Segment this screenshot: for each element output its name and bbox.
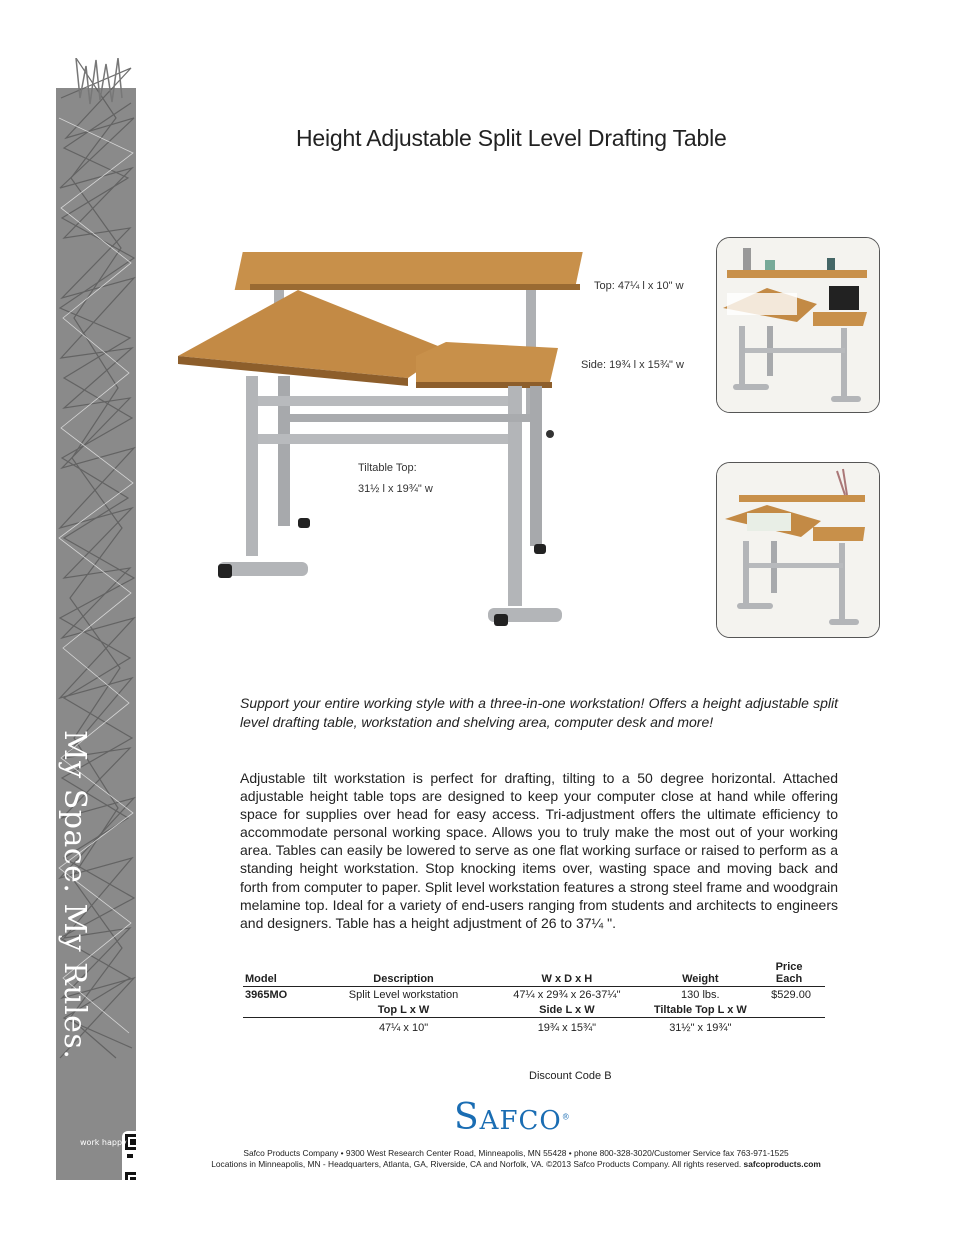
- col-weight-header: Weight: [644, 960, 758, 987]
- cell-wdh: 47¼ x 29¾ x 26-37¼": [513, 989, 621, 1001]
- cell-price: $529.00: [771, 989, 811, 1001]
- price-header-line2: Each: [775, 973, 803, 985]
- col-price-header: [757, 960, 825, 987]
- slogan-text: My Space. My Rules.: [57, 730, 92, 1060]
- specs-table: [243, 960, 825, 1036]
- safco-logo[interactable]: [454, 1097, 571, 1138]
- logo-rest: AFCO: [479, 1106, 562, 1136]
- footer-locations: [176, 1159, 856, 1170]
- page-title: Height Adjustable Split Level Drafting Table: [296, 125, 727, 151]
- footer: [176, 1148, 856, 1170]
- logo-initial: S: [454, 1097, 480, 1138]
- col-description-header: Description: [317, 960, 490, 987]
- col-tiltable-header: Tiltable Top L x W: [644, 1003, 758, 1018]
- product-photo-1: [716, 237, 880, 413]
- cell-description: Split Level workstation: [348, 989, 459, 1001]
- cell-weight: 130 lbs.: [681, 989, 720, 1001]
- col-top-header: Top L x W: [317, 1003, 490, 1018]
- table-row: [243, 1018, 825, 1037]
- workstation-photo-2: [717, 463, 879, 637]
- discount-code: Discount Code B: [529, 1070, 612, 1082]
- dimensions-header-row: [243, 1003, 825, 1018]
- tiltable-label-line2: 31½ l x 19¾" w: [358, 483, 433, 495]
- col-wdh-header: W x D x H: [490, 960, 643, 987]
- product-photo-2: [716, 462, 880, 638]
- workstation-photo-1: [717, 238, 879, 412]
- col-side-header: Side L x W: [490, 1003, 643, 1018]
- footer-locations-text: Locations in Minneapolis, MN - Headquarters, Atlanta, GA, Riverside, CA and Norfolk, VA. ©2013 Safco Products Company. All rights reserved.: [211, 1159, 742, 1169]
- cell-model: 3965MO: [245, 989, 288, 1001]
- cell-side: 19¾ x 15¾": [537, 1022, 597, 1034]
- tiltable-label-line1: Tiltable Top:: [358, 462, 417, 474]
- qr-caption: work happy: [80, 1138, 127, 1147]
- cell-tiltable: 31½" x 19¾": [669, 1022, 732, 1034]
- cell-top: 47¼ x 10": [378, 1022, 429, 1034]
- col-model-header: Model: [243, 960, 317, 987]
- registered-mark: ®: [561, 1112, 571, 1122]
- side-dimension-label: Side: 19¾ l x 15¾" w: [581, 359, 684, 371]
- tiltable-dimension-label: [358, 458, 433, 500]
- drafting-table-image: [178, 246, 588, 631]
- website-link[interactable]: safcoproducts.com: [743, 1159, 821, 1169]
- specs-header-row: [243, 960, 825, 987]
- footer-address: Safco Products Company • 9300 West Research Center Road, Minneapolis, MN 55428 • phone 800-328-3020/Customer Service fax 763-971-1525: [243, 1148, 789, 1158]
- price-header-line1: Price: [775, 961, 803, 973]
- top-dimension-label: Top: 47¼ l x 10" w: [594, 280, 684, 292]
- table-row: [243, 987, 825, 1004]
- description-paragraph: Adjustable tilt workstation is perfect for drafting, tilting to a 50 degree horizontal. Attached adjustable height table tops are designed to keep your computer close at hand while offering space for supplies over head for easy access. Tri-adjustment offers the ultimate efficiency to accommodate personal working space. Allows you to truly make the most out of your working area. Tables can easily be lowered to serve as one flat working surface or raised to perform as a standing height workstation. Stop knocking items over, wasting space and moving back and forth from computer to paper. Split level workstation features a strong steel frame and woodgrain melamine top. Ideal for a variety of end-users ranging from students and architects to engineers and designers. Table has a height adjustment of 26 to 37¼ ".: [240, 770, 838, 931]
- intro-paragraph: Support your entire working style with a three-in-one workstation! Offers a height adjustable split level drafting table, workstation and shelving area, computer desk and more!: [240, 695, 838, 730]
